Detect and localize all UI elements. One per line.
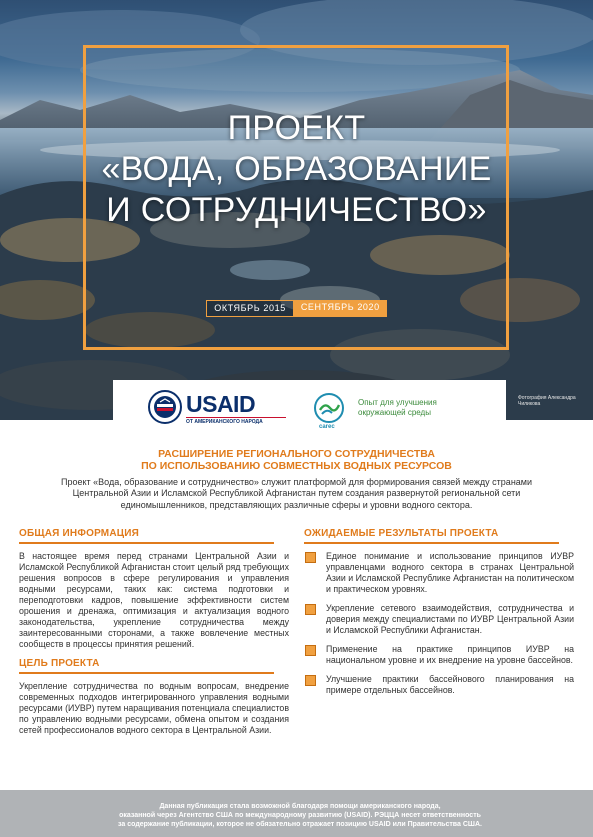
- square-bullet-icon: [305, 645, 316, 656]
- section-divider: [304, 542, 559, 544]
- date-end: СЕНТЯБРЬ 2020: [294, 300, 387, 317]
- intro-heading: [80, 448, 513, 472]
- right-column: [304, 528, 574, 704]
- usaid-seal-icon: [148, 390, 182, 424]
- general-info-text: В настоящее время перед странами Центральной Азии и Исламской Республикой Афганистан стоит целый ряд требующих решения вопросов в сфере регулирования и управления водными ресурсами, таких как: система подготовки и переподготовки кадров, повышение эффективности систем орошения и дренажа, оптимизация и актуализация водного законодательства, укрепление сотрудничества между заинтересованными сторонами, а также вовлечение местных сообществ в процессы принятия решений.: [19, 551, 289, 649]
- project-goal-text: Укрепление сотрудничества по водным вопросам, внедрение современных подходов интегрированного управления водными ресурсами (ИУВР) путем наращивания потенциала специалистов по управлению водными ресурсами, обмена опытом и создания сетей профессионалов водного сектора в Центральной Азии.: [19, 681, 289, 735]
- title-line: ПРОЕКТ: [227, 109, 366, 147]
- result-text: Улучшение практики бассейнового планирования на примере отдельных бассейнов.: [326, 674, 574, 695]
- disclaimer-line: оказанной через Агентство США по международному развитию (USAID). РЭЦЦА несет ответственность: [119, 812, 481, 819]
- result-text: Применение на практике принципов ИУВР на национальном уровне и их внедрение на уровне бассейнов.: [326, 644, 574, 665]
- list-item: [304, 674, 574, 696]
- intro-heading-line: ПО ИСПОЛЬЗОВАНИЮ СОВМЕСТНЫХ ВОДНЫХ РЕСУРСОВ: [141, 460, 452, 472]
- disclaimer-line: за содержание публикации, которое не обязательно отражает позицию USAID или Правительства США.: [118, 821, 482, 828]
- project-goal-heading: ЦЕЛЬ ПРОЕКТА: [19, 658, 100, 669]
- square-bullet-icon: [305, 675, 316, 686]
- result-text: Укрепление сетевого взаимодействия, сотрудничества и доверия между специалистами по ИУВР Центральной Азии и Исламской Республики Афганистан.: [326, 603, 574, 635]
- usaid-subtitle: ОТ АМЕРИКАНСКОГО НАРОДА: [186, 417, 286, 425]
- intro-heading-line: РАСШИРЕНИЕ РЕГИОНАЛЬНОГО СОТРУДНИЧЕСТВА: [158, 448, 435, 460]
- section-divider: [19, 672, 274, 674]
- project-title: [60, 108, 533, 231]
- general-info-heading: ОБЩАЯ ИНФОРМАЦИЯ: [19, 528, 140, 539]
- carec-logo-icon: [313, 392, 345, 424]
- intro-text: Проект «Вода, образование и сотрудничество» служит платформой для формирования связей между странами Центральной Азии и Исламской Республикой Афганистан путем создания развернутой региональной сети единомышленников, представляющих различные сферы и уровни водного сектора.: [60, 477, 533, 510]
- project-dates: [0, 300, 593, 317]
- section-divider: [19, 542, 274, 544]
- list-item: [304, 551, 574, 595]
- logo-band: [113, 380, 506, 434]
- expected-results-heading: ОЖИДАЕМЫЕ РЕЗУЛЬТАТЫ ПРОЕКТА: [304, 528, 499, 539]
- disclaimer-text: [100, 802, 500, 829]
- list-item: [304, 644, 574, 666]
- expected-results-list: [304, 551, 574, 696]
- usaid-logo-text: USAID: [186, 391, 256, 417]
- title-line: «ВОДА, ОБРАЗОВАНИЕ: [101, 150, 492, 188]
- date-start: ОКТЯБРЬ 2015: [206, 300, 294, 317]
- square-bullet-icon: [305, 604, 316, 615]
- list-item: [304, 603, 574, 636]
- photo-credit: Фотография Александра Чиликова: [518, 395, 576, 407]
- result-text: Единое понимание и использование принципов ИУВР управленцами водного сектора в странах Центральной Азии и Исламской Республике Афганистан на политическом и практическом уровнях.: [326, 551, 574, 594]
- square-bullet-icon: [305, 552, 316, 563]
- disclaimer-line: Данная публикация стала возможной благодаря помощи американского народа,: [159, 803, 441, 810]
- left-column: [19, 528, 289, 736]
- carec-tagline: Опыт для улучшения окружающей среды: [358, 398, 437, 417]
- footer: [0, 790, 593, 837]
- carec-logo-text: carec: [319, 424, 335, 430]
- title-line: И СОТРУДНИЧЕСТВО»: [106, 191, 487, 229]
